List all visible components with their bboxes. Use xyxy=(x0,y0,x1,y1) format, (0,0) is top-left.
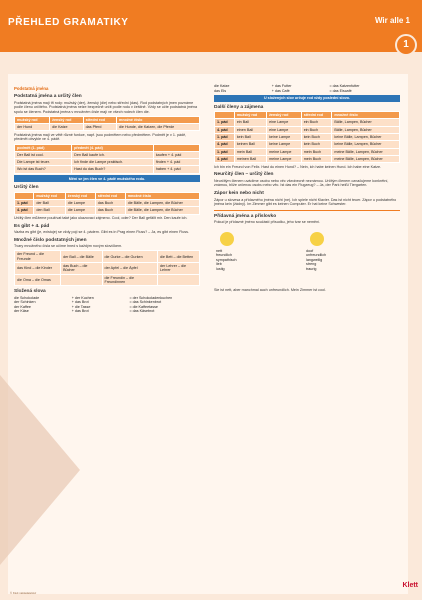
row-label: 1. pád xyxy=(215,134,235,141)
table-cell: Bälle, Lampen, Bücher xyxy=(332,119,400,126)
table-cell: Der Ball ist cool. xyxy=(15,151,72,158)
table-header: mužský rod xyxy=(15,116,50,123)
section-heading: Přídavná jména a příslovko xyxy=(214,213,277,219)
paragraph: Určitý člen můžeme používat také jako ukazovací zájmeno. Cool, oder? Der Ball gefällt mir. Den kaufe ich. xyxy=(14,216,188,221)
gender-table xyxy=(14,116,200,132)
table-cell: haben + 4. pád xyxy=(153,166,199,173)
table-header: ženský rod xyxy=(267,112,302,119)
paragraph: Vazba es gibt (je, existuje) se vždy pojí se 4. pádem. Gibt es in Prag einen Fluss? – Ja, es gibt einen Fluss. xyxy=(14,230,189,235)
word: + die Tasse xyxy=(71,304,91,309)
table-cell: das Pferd xyxy=(83,124,116,131)
table-header: podmět (1. pád) xyxy=(15,144,72,151)
compound-list xyxy=(214,84,400,93)
table-cell: mein Ball xyxy=(234,148,266,155)
list-item: lieb xyxy=(216,262,222,267)
table-cell: Den Ball kaufe ich. xyxy=(72,151,154,158)
table-cell: kein Buch xyxy=(301,134,332,141)
table-cell: meine Lampe xyxy=(267,155,302,162)
word: die Katze xyxy=(214,84,230,88)
table-cell: das Buch xyxy=(95,207,125,214)
table-cell xyxy=(61,274,102,286)
section-heading: Neurčitý člen – určitý člen xyxy=(214,172,274,178)
section-heading: Es gibt + 4. pád xyxy=(14,223,50,229)
negative-list xyxy=(306,249,326,272)
klett-logo: Klett xyxy=(402,582,418,589)
paragraph: Zápor u slovesa a přídavného jména nicht (ne). Ich spiele nicht Klavier. Das ist nicht teuer. Zápor u podstatného jména kein (žádný). Im Zimmer gibt es keinen Computer. Er hat keine Schwester. xyxy=(214,197,397,207)
table-header xyxy=(153,144,199,151)
table-cell: die Bälle, die Lampen, die Bücher xyxy=(125,207,199,214)
table-cell: der Ball – die Bälle xyxy=(61,251,102,263)
table-header: předmět (4. pád) xyxy=(72,144,154,151)
table-header: množné číslo xyxy=(117,116,200,123)
table-cell: die Lampe xyxy=(65,207,95,214)
table-cell: das Kind – die Kinder xyxy=(15,263,61,275)
smiley-happy-icon xyxy=(220,232,234,246)
copyright-note: © Klett nakladatelství xyxy=(10,591,37,595)
table-cell: keine Bälle, Lampen, Bücher xyxy=(332,141,400,148)
arrow-shape xyxy=(0,375,80,565)
table-cell: den Ball xyxy=(34,207,65,214)
word: der Kaffee xyxy=(14,304,31,309)
list-item xyxy=(214,89,400,94)
row-label: 4. pád xyxy=(215,155,235,162)
table-cell: das Buch – die Bücher xyxy=(61,263,102,275)
table-header xyxy=(215,112,235,119)
table-header: střední rod xyxy=(301,112,332,119)
table-cell: einen Ball xyxy=(234,126,266,133)
table-header: ženský rod xyxy=(65,192,95,199)
word: = das Eiscafé xyxy=(329,88,352,93)
table-cell: Die Lampe ist teuer. xyxy=(15,159,72,166)
table-cell: die Bälle, die Lampen, die Bücher xyxy=(125,200,199,207)
word: + das Café xyxy=(271,88,290,93)
left-column xyxy=(14,84,200,314)
table-cell: der Freund – die Freunde xyxy=(15,251,61,263)
table-cell: kein Ball xyxy=(234,134,266,141)
word: der Schinken xyxy=(14,300,36,305)
determiner-table xyxy=(214,111,400,163)
section-heading: Další členy a zájmena xyxy=(214,104,264,110)
list-item xyxy=(14,309,200,314)
table-cell: meinen Ball xyxy=(234,155,266,162)
paragraph: Ich bin ein Freund von Felix. Hast du einen Hund? – Nein, ich habe keinen Hund. Ich habe eine Katze. xyxy=(214,164,382,169)
table-cell: eine Lampe xyxy=(267,126,302,133)
right-column xyxy=(214,84,400,294)
table-cell: ein Ball xyxy=(234,119,266,126)
table-cell: die Hunde, die Katzen, die Pferde xyxy=(117,124,200,131)
table-cell: die Katze xyxy=(50,124,83,131)
arrow-decoration xyxy=(0,375,160,565)
table-cell: keine Bälle, Lampen, Bücher xyxy=(332,134,400,141)
table-cell: finden + 4. pád xyxy=(153,159,199,166)
list-item: nett xyxy=(216,248,223,253)
section-heading: Určitý člen xyxy=(14,185,39,191)
table-cell: ein Buch xyxy=(301,126,332,133)
row-label: 4. pád xyxy=(215,126,235,133)
word: = das Schinkenbrot xyxy=(129,300,162,305)
paragraph: Podstatná jména mají tři rody: mužský (der), ženský (die) nebo střední (das). Rod podstatných jmen poznáme podle členu určitého. Podstatná jména nelze bezpečně určit podle rodu v češtině. Vždy se učte podstatná jména spolu se členem. Podstatná jména v množném čísle mají ve všech rodech člen die. xyxy=(14,100,198,114)
compound-list xyxy=(14,296,200,314)
table-cell: Hast du das Buch? xyxy=(72,166,154,173)
row-label: 4. pád xyxy=(15,207,34,214)
case-table xyxy=(14,144,200,174)
info-bar: U složených slov určuje rod vždy poslední slovo. xyxy=(214,95,400,102)
list-item: doof xyxy=(306,248,314,253)
divider xyxy=(214,210,400,211)
table-cell: der Lehrer – die Lehrer xyxy=(157,263,199,275)
positive-list xyxy=(216,249,237,272)
word: + das Brot xyxy=(71,300,89,305)
table-cell: meine Lampe xyxy=(267,148,302,155)
word: = die Kaffeetasse xyxy=(129,304,158,309)
table-cell: der Hund xyxy=(15,124,50,131)
paragraph: Pokud je přídavné jméno součástí přísudku, jeho tvar se nemění. xyxy=(214,220,321,225)
table-cell: mein Buch xyxy=(301,148,332,155)
table-header: množné číslo xyxy=(125,192,199,199)
table-cell: meine Bälle, Lampen, Bücher xyxy=(332,148,400,155)
table-cell: der Apfel – die Äpfel xyxy=(102,263,157,275)
chapter-badge: 1 xyxy=(395,34,417,56)
table-cell: eine Lampe xyxy=(267,119,302,126)
table-cell: Bälle, Lampen, Bücher xyxy=(332,126,400,133)
list-item: traurig xyxy=(306,267,317,271)
list-item: unfreundlich xyxy=(306,253,327,258)
section-heading: Složená slova xyxy=(14,289,46,295)
word: der Käse xyxy=(14,309,29,314)
table-cell: mein Buch xyxy=(301,155,332,162)
table-cell: die Bett – die Betten xyxy=(157,251,199,263)
table-cell: Ich finde die Lampe praktisch. xyxy=(72,159,154,166)
table-header xyxy=(15,192,34,199)
word: + das Brot xyxy=(71,309,89,314)
row-label: 1. pád xyxy=(15,200,34,207)
table-header: ženský rod xyxy=(50,116,83,123)
table-header: mužský rod xyxy=(34,192,65,199)
word: die Schokolade xyxy=(14,295,40,300)
list-item: sympathisch xyxy=(216,257,237,262)
adjective-faces xyxy=(214,228,400,288)
paragraph: Tvary množného čísla se učíme hned s každým novým slovíčkem. xyxy=(14,244,123,249)
table-cell: kein Buch xyxy=(301,141,332,148)
list-item: lustig xyxy=(216,267,225,271)
table-cell: die Oma – die Omas xyxy=(15,274,61,286)
table-cell: keinen Ball xyxy=(234,141,266,148)
table-cell: das Buch xyxy=(95,200,125,207)
word: + der Kuchen xyxy=(71,295,94,300)
table-header: střední rod xyxy=(95,192,125,199)
table-cell: die Lampe xyxy=(65,200,95,207)
page-title: PŘEHLED GRAMATIKY xyxy=(8,17,129,28)
table-cell: die Gurke – die Gurken xyxy=(102,251,157,263)
paragraph: Podstatná jména mají ve větě různé funkce, např. jsou podmětem nebo předmětem. Podmět je v 1. pádě, předmět obvykle ve 4. pádě. xyxy=(14,132,187,142)
list-item: freundlich xyxy=(216,253,232,258)
section-heading: Množné číslo podstatných jmen xyxy=(14,237,87,243)
paragraph: Sie ist nett, aber manchmal auch unfreundlich. Mein Zimmer ist cool. xyxy=(214,287,326,292)
row-label: 1. pád xyxy=(215,148,235,155)
section-heading: Podstatná jména a určitý člen xyxy=(14,94,82,99)
table-cell: meine Bälle, Lampen, Bücher xyxy=(332,155,400,162)
table-cell: kaufen + 4. pád xyxy=(153,151,199,158)
info-bar: Mění se jen člen ve 4. pádě mužského rodu. xyxy=(14,175,200,182)
table-header: množné číslo xyxy=(332,112,400,119)
table-cell: die Freundin – die Freundinnen xyxy=(102,274,157,286)
table-cell: der Ball xyxy=(34,200,65,207)
word: = das Katzenfutter xyxy=(329,84,360,88)
header-bar xyxy=(0,0,422,52)
paragraph: Neurčitým členem uvádíme osobu nebo věc všeobecně neznámou. Určitým členem označujeme konkrétní, známou, blíže určenou osobu nebo věc. Ist das ein Flugzeug? – Ja, der Park heißt Tiergarten. xyxy=(214,178,389,188)
list-item: langweilig xyxy=(306,257,323,262)
word: das Eis xyxy=(214,88,227,93)
word: = der Schokoladenkuchen xyxy=(129,295,173,300)
row-label: 1. pád xyxy=(215,119,235,126)
word: = das Käsebrot xyxy=(129,309,155,314)
brand-label: Wir alle 1 xyxy=(374,16,410,25)
table-header: mužský rod xyxy=(234,112,266,119)
table-cell xyxy=(157,274,199,286)
article-table xyxy=(14,192,200,215)
table-cell: ein Buch xyxy=(301,119,332,126)
table-header: střední rod xyxy=(83,116,116,123)
section-label: Podstatná jména xyxy=(14,86,49,91)
word: + das Futter xyxy=(271,84,292,88)
section-heading: Zápor kein nebo nicht xyxy=(214,191,264,197)
row-label: 4. pád xyxy=(215,141,235,148)
smiley-sad-icon xyxy=(310,232,324,246)
plural-table xyxy=(14,250,200,286)
table-cell: keine Lampe xyxy=(267,134,302,141)
table-cell: Wo ist das Buch? xyxy=(15,166,72,173)
table-cell: keine Lampe xyxy=(267,141,302,148)
list-item: streng xyxy=(306,262,317,267)
